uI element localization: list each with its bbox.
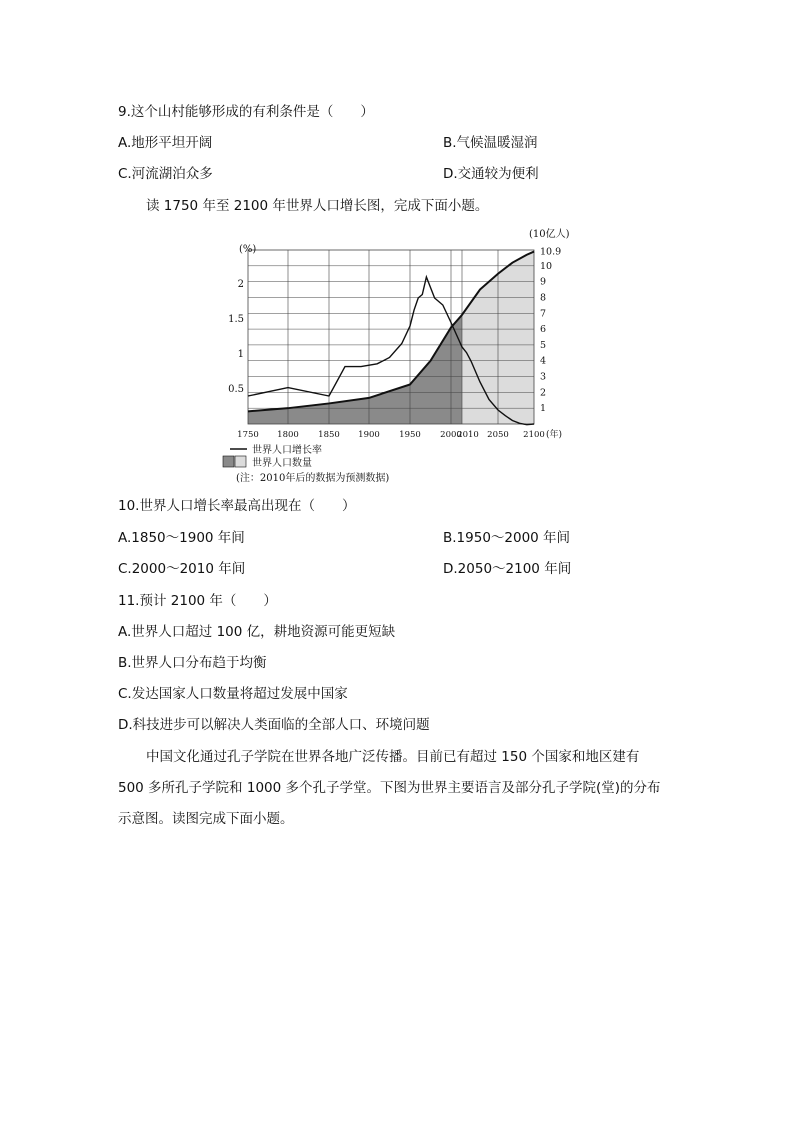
q11-option-d: D.科技进步可以解决人类面临的全部人口、环境问题 xyxy=(118,717,430,733)
left-tick-1.5: 1.5 xyxy=(228,314,244,325)
left-tick-1: 1 xyxy=(237,349,244,360)
actual-population-area xyxy=(248,315,462,424)
q9-option-d: D.交通较为便利 xyxy=(443,166,539,182)
q9-option-c: C.河流湖泊众多 xyxy=(118,166,213,182)
right-tick-7: 7 xyxy=(540,308,547,320)
population-growth-chart xyxy=(222,226,582,488)
right-tick-3: 3 xyxy=(540,371,547,383)
x-tick-1750: 1750 xyxy=(237,430,259,440)
right-tick-10: 10 xyxy=(540,260,553,272)
q11-option-b: B.世界人口分布趋于均衡 xyxy=(118,655,267,671)
q10-option-c: C.2000～2010 年间 xyxy=(118,561,246,577)
right-tick-10.9: 10.9 xyxy=(540,246,562,258)
left-tick-0.5: 0.5 xyxy=(228,384,244,395)
right-tick-9: 9 xyxy=(540,276,547,288)
right-tick-8: 8 xyxy=(540,292,547,304)
left-axis-unit: (%) xyxy=(239,244,257,255)
x-tick-1950: 1950 xyxy=(399,430,421,440)
q10-stem: 10.世界人口增长率最高出现在（ ） xyxy=(118,498,356,514)
x-tick-2050: 2050 xyxy=(487,430,509,440)
q11-option-c: C.发达国家人口数量将超过发展中国家 xyxy=(118,686,348,702)
legend-population: 世界人口数量 xyxy=(252,458,312,469)
passage-line-1: 中国文化通过孔子学院在世界各地广泛传播。目前已有超过 150 个国家和地区建有 xyxy=(146,749,640,765)
right-tick-4: 4 xyxy=(540,355,547,367)
chart-intro: 读 1750 年至 2100 年世界人口增长图，完成下面小题。 xyxy=(146,198,489,214)
q10-option-a: A.1850～1900 年间 xyxy=(118,530,245,546)
legend-actual-swatch xyxy=(223,456,234,467)
q11-option-a: A.世界人口超过 100 亿，耕地资源可能更短缺 xyxy=(118,624,396,640)
x-axis-unit: (年) xyxy=(546,430,563,440)
right-tick-5: 5 xyxy=(540,339,547,351)
x-tick-2010: 2010 xyxy=(457,430,479,440)
x-tick-2100: 2100 xyxy=(523,430,545,440)
legend-forecast-swatch xyxy=(235,456,246,467)
x-tick-2000: 2000 xyxy=(440,430,462,440)
right-tick-6: 6 xyxy=(540,324,547,336)
q10-option-d: D.2050～2100 年间 xyxy=(443,561,572,577)
x-tick-1850: 1850 xyxy=(318,430,340,440)
q10-option-b: B.1950～2000 年间 xyxy=(443,530,571,546)
q9-option-a: A.地形平坦开阔 xyxy=(118,135,213,151)
x-tick-1900: 1900 xyxy=(358,430,380,440)
passage-line-2: 500 多所孔子学院和 1000 多个孔子学堂。下图为世界主要语言及部分孔子学院(堂)的分布 xyxy=(118,780,661,796)
q9-stem: 9.这个山村能够形成的有利条件是（ ） xyxy=(118,104,374,120)
right-tick-2: 2 xyxy=(540,387,547,399)
left-tick-2: 2 xyxy=(237,279,244,290)
q9-option-b: B.气候温暖湿润 xyxy=(443,135,538,151)
q11-stem: 11.预计 2100 年（ ） xyxy=(118,593,277,609)
right-tick-1: 1 xyxy=(540,403,547,415)
chart-note: (注：2010年后的数据为预测数据) xyxy=(236,473,390,484)
passage-line-3: 示意图。读图完成下面小题。 xyxy=(118,811,294,827)
right-axis-unit: (10亿人) xyxy=(529,229,570,240)
x-tick-1800: 1800 xyxy=(277,430,299,440)
legend-growth-rate: 世界人口增长率 xyxy=(252,445,322,456)
